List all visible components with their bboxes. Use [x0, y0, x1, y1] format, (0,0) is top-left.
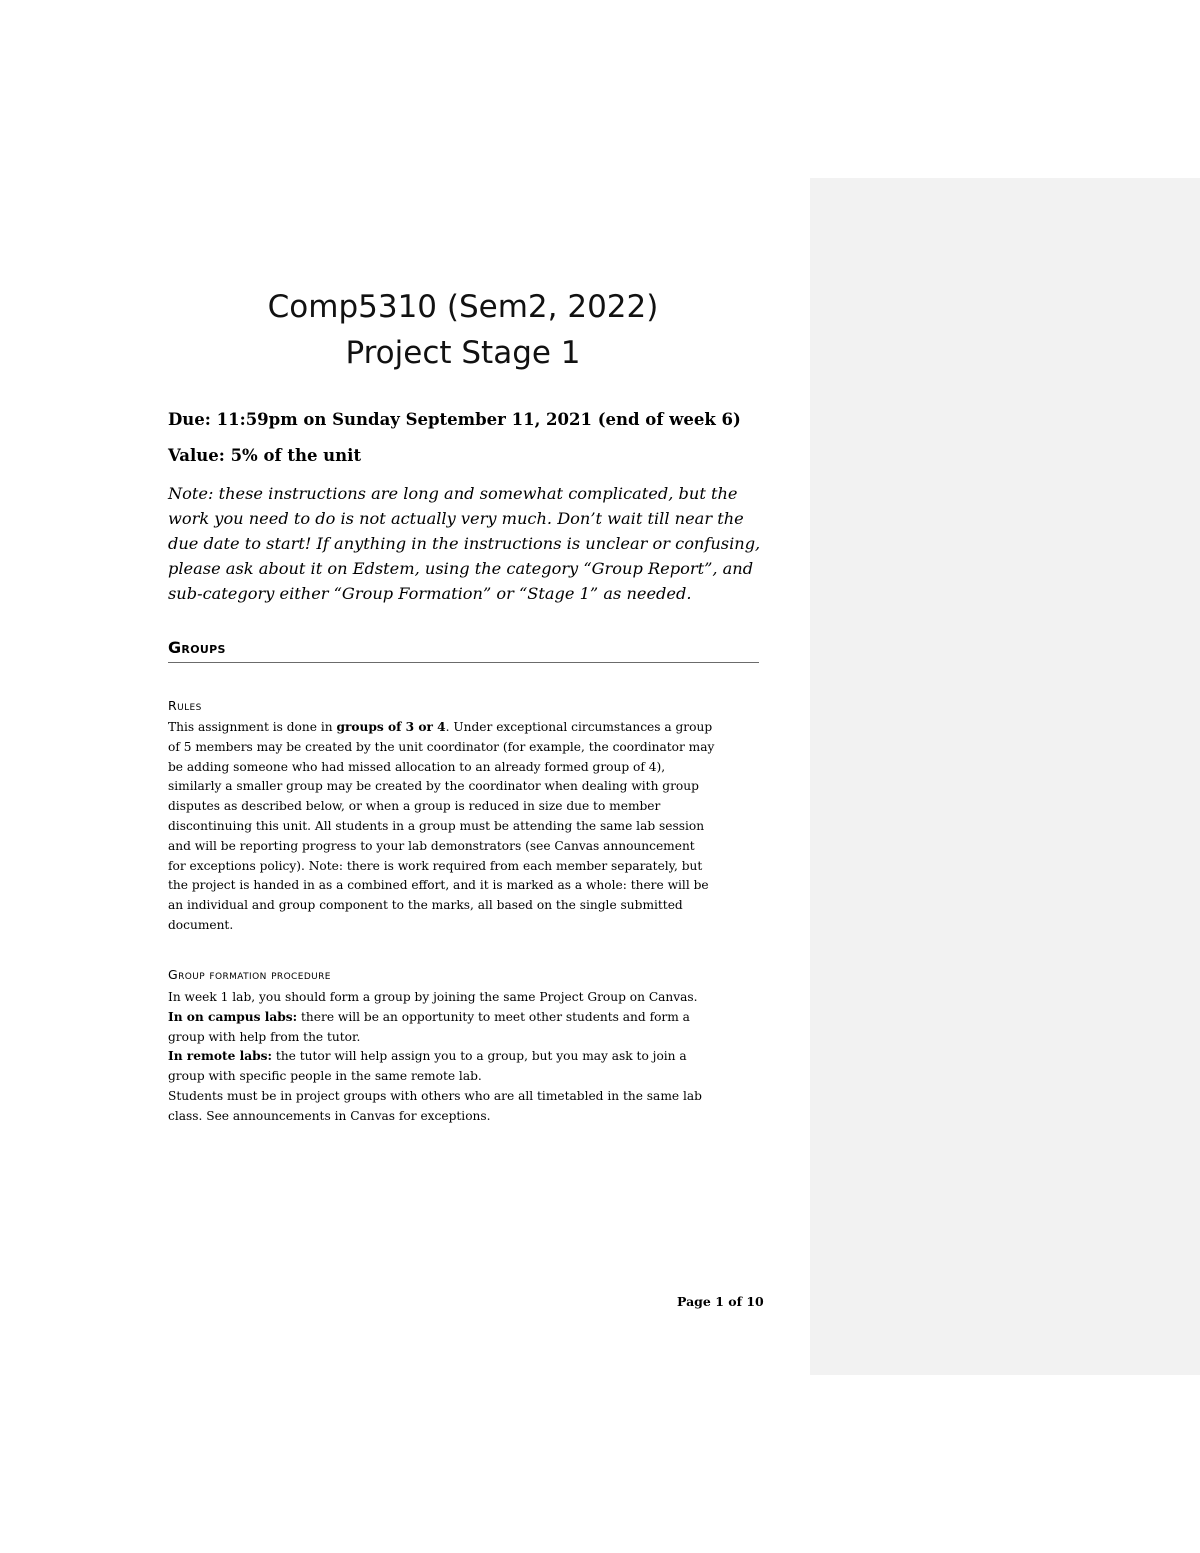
- page-number: Page 1 of 10: [677, 1294, 764, 1309]
- rules-line: for exceptions policy). Note: there is work required from each member separately, but: [168, 858, 703, 873]
- subheading-rules: Rules: [168, 698, 202, 713]
- rules-line: the project is handed in as a combined effort, and it is marked as a whole: there will be: [168, 878, 709, 893]
- rules-line: of 5 members may be created by the unit coordinator (for example, the coordinator may: [168, 739, 715, 754]
- rules-line: be adding someone who had missed allocation to an already formed group of 4),: [168, 759, 666, 774]
- formation-campus-line: In on campus labs: there will be an opportunity to meet other students and form a: [168, 1009, 690, 1024]
- rules-line: This assignment is done in groups of 3 or 4. Under exceptional circumstances a group: [168, 720, 713, 734]
- rules-line: document.: [168, 917, 234, 932]
- note-line: sub-category either “Group Formation” or “Stage 1” as needed.: [168, 584, 692, 603]
- formation-line: Students must be in project groups with others who are all timetabled in the same lab: [168, 1088, 702, 1103]
- formation-line: class. See announcements in Canvas for exceptions.: [168, 1108, 491, 1123]
- note-line: due date to start! If anything in the instructions is unclear or confusing,: [168, 534, 761, 553]
- assignment-value: Value: 5% of the unit: [168, 446, 362, 465]
- rules-line: disputes as described below, or when a group is reduced in size due to member: [168, 799, 661, 814]
- rules-line: an individual and group component to the marks, all based on the single submitted: [168, 898, 683, 913]
- section-heading-groups: Groups: [168, 638, 759, 663]
- rules-line: discontinuing this unit. All students in a group must be attending the same lab session: [168, 818, 705, 833]
- note-line: please ask about it on Edstem, using the category “Group Report”, and: [168, 559, 754, 578]
- rules-paragraph: [168, 718, 768, 936]
- title-stage: Project Stage 1: [345, 335, 581, 371]
- campus-label: In on campus labs:: [168, 1009, 298, 1024]
- formation-line: group with specific people in the same remote lab.: [168, 1069, 482, 1084]
- remote-label: In remote labs:: [168, 1049, 273, 1064]
- rules-line: similarly a smaller group may be created by the coordinator when dealing with group: [168, 779, 699, 794]
- instructions-note: [168, 481, 768, 606]
- formation-line: group with help from the tutor.: [168, 1029, 361, 1044]
- comment-margin-pane: [810, 178, 1200, 1375]
- rules-line: and will be reporting progress to your lab demonstrators (see Canvas announcement: [168, 838, 695, 853]
- title-course: Comp5310 (Sem2, 2022): [267, 289, 659, 325]
- formation-intro: In week 1 lab, you should form a group by joining the same Project Group on Canvas.: [168, 990, 698, 1004]
- document-title: [168, 284, 758, 376]
- formation-paragraph: [168, 988, 768, 1127]
- subheading-group-formation: Group formation procedure: [168, 967, 331, 982]
- formation-remote-line: In remote labs: the tutor will help assign you to a group, but you may ask to join a: [168, 1049, 687, 1064]
- note-line: work you need to do is not actually very much. Don’t wait till near the: [168, 509, 744, 528]
- group-size-emphasis: groups of 3 or 4: [336, 720, 446, 734]
- due-date: Due: 11:59pm on Sunday September 11, 2021 (end of week 6): [168, 410, 741, 429]
- note-line: Note: these instructions are long and somewhat complicated, but the: [168, 484, 738, 503]
